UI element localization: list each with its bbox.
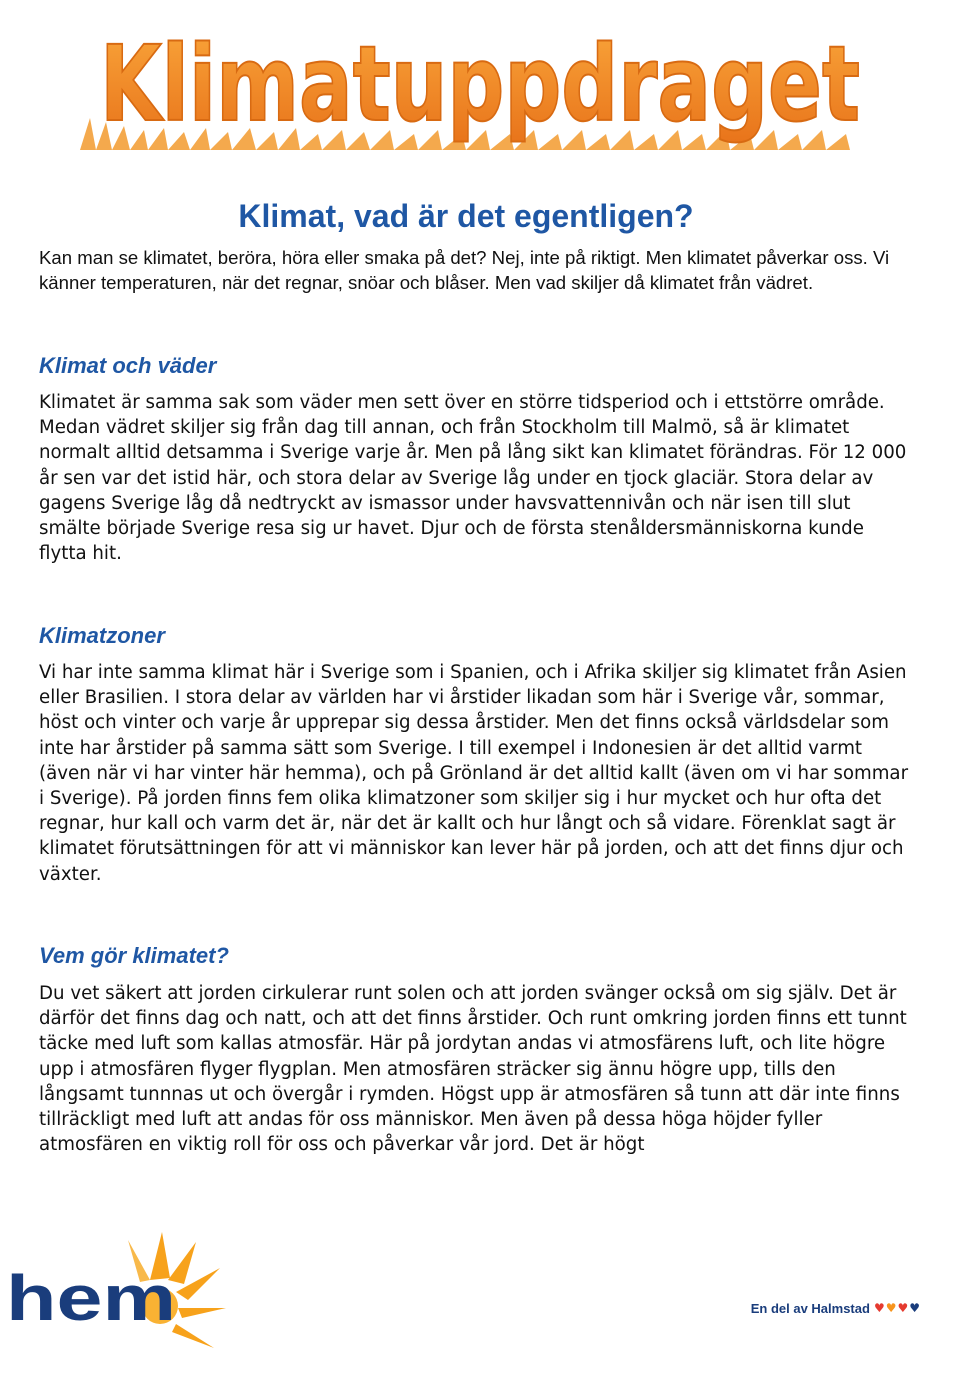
heart-icon: ♥ bbox=[873, 1301, 885, 1315]
klimatuppdraget-logo bbox=[60, 0, 900, 170]
section-body-klimatzoner: Vi har inte samma klimat här i Sverige som i Spanien, och i Afrika skiljer sig klimatet från Asien eller Brasilien. I stora delar av världen har vi årstider likadan som här i Sverige vår, sommar, höst och vinter och varje år upprepar sig dessa årstider. Men det finns också världsdelar som inte har årstider på samma sätt som Sverige. I till exempel i Indonesien är det alltid varmt (även när vi har vinter här hemma), och på Grönland är det alltid kallt (även om vi har sommar i Sverige). På jorden finns fem olika klimatzoner som skiljer sig i hur mycket och hur ofta det regnar, hur kall och varm det är, när det är kallt och hur långt och så vidare. Förenklat sagt är klimatet förutsättningen för att vi människor kan lever här på jorden, och att det finns djur och växter. bbox=[39, 662, 909, 885]
page-title: Klimat, vad är det egentligen? bbox=[238, 198, 694, 234]
heart-icon: ♥ bbox=[885, 1301, 897, 1315]
section-heading-vem-gor-klimatet: Vem gör klimatet? bbox=[39, 943, 229, 968]
hem-logo-text: hem bbox=[6, 1262, 176, 1334]
section-body-vem-gor-klimatet: Du vet säkert att jorden cirkulerar runt solen och att jorden svänger också om sig själv. Det är därför det finns dag och natt, och att det finns årstider. Och runt omkring jorden finns ett tunnt täcke med luft som kallas atmosfär. Här på jordytan andas vi atmosfärens luft, och lite högre upp i atmosfären flyger flygplan. Men atmosfären sträcker sig ännu högre upp, tills den långsamt tunnnas ut och övergår i rymden. Högst upp är atmosfären så tunn att där inte finns tillräckligt med luft att andas för oss människor. Men även på dessa höga höjder fyller atmosfären en viktig roll för oss och påverkar vår jord. Det är högt bbox=[39, 983, 907, 1156]
intro-paragraph: Kan man se klimatet, beröra, höra eller smaka på det? Nej, inte på riktigt. Men klimatet påverkar oss. Vi känner temperaturen, när det regnar, snöar och blåser. Men vad skiljer då klimatet från vädret. bbox=[39, 247, 890, 293]
section-heading-klimatzoner: Klimatzoner bbox=[39, 623, 165, 648]
heart-icon: ♥ bbox=[909, 1301, 920, 1315]
tagline-text: En del av Halmstad bbox=[750, 1300, 870, 1316]
hem-logo bbox=[0, 1220, 240, 1350]
halmstad-tagline bbox=[751, 1296, 920, 1320]
klimatuppdraget-logo-text: Klimatuppdraget bbox=[100, 23, 860, 145]
section-body-klimat-och-vader: Klimatet är samma sak som väder men sett över en större tidsperiod och i ettstörre område. Medan vädret skiljer sig från dag till annan, och från Stockholm till Malmö, så är klimatet normalt alltid detsamma i Sverige varje år. Men på lång sikt kan klimatet förändras. För 12 000 år sen var det istid här, och stora delar av Sverige låg under en tjock glaciär. Stora delar av gagens Sverige låg då nedtryckt av ismassor under havsvattennivån och när isen till slut smälte började Sverige resa sig ur havet. Djur och de första stenåldersmänniskorna kunde flytta hit. bbox=[39, 392, 907, 565]
hearts-icon bbox=[874, 1302, 920, 1314]
section-heading-klimat-och-vader: Klimat och väder bbox=[39, 353, 217, 378]
heart-icon: ♥ bbox=[897, 1301, 909, 1315]
